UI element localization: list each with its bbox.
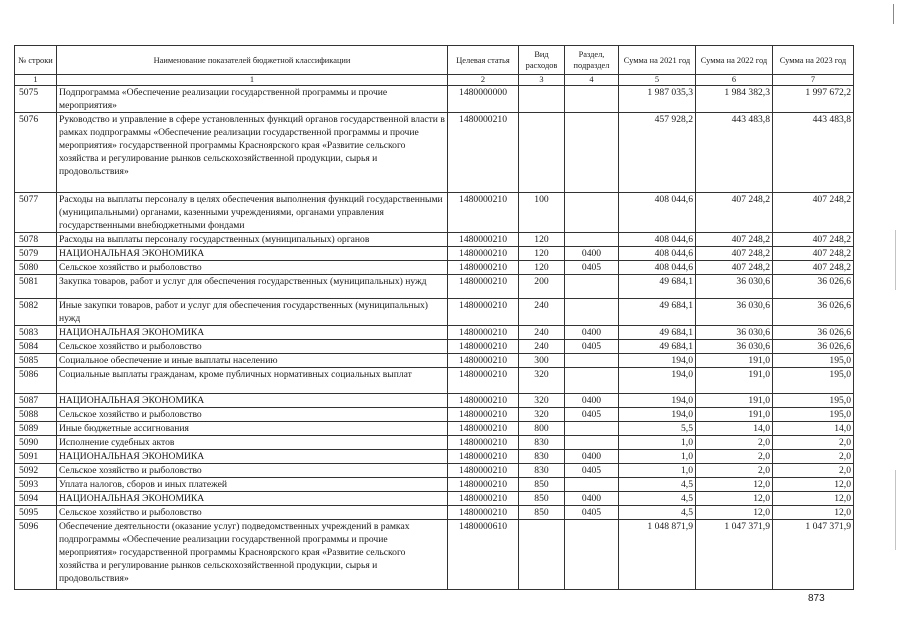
row-number: 5086	[15, 368, 57, 394]
header-indicator-name: Наименование показателей бюджетной классификации	[57, 46, 448, 75]
column-number: 6	[696, 75, 773, 86]
section-code: 0400	[565, 492, 619, 506]
section-code	[565, 299, 619, 326]
header-sum-2022: Сумма на 2022 год	[696, 46, 773, 75]
target-article: 1480000210	[448, 464, 519, 478]
sum-2022: 12,0	[696, 506, 773, 520]
header-row-number: № строки	[15, 46, 57, 75]
sum-2023: 12,0	[773, 492, 854, 506]
target-article: 1480000000	[448, 86, 519, 113]
section-code: 0405	[565, 506, 619, 520]
indicator-name: Расходы на выплаты персоналу государственных (муниципальных) органов	[57, 233, 448, 247]
sum-2022: 1 047 371,9	[696, 520, 773, 590]
table-row	[15, 368, 854, 394]
expense-type: 120	[519, 261, 565, 275]
target-article: 1480000210	[448, 492, 519, 506]
section-code: 0405	[565, 408, 619, 422]
sum-2023: 195,0	[773, 354, 854, 368]
sum-2022: 2,0	[696, 450, 773, 464]
table-row	[15, 464, 854, 478]
expense-type: 320	[519, 394, 565, 408]
indicator-name: Сельское хозяйство и рыболовство	[57, 261, 448, 275]
expense-type	[519, 520, 565, 590]
row-number: 5082	[15, 299, 57, 326]
target-article: 1480000210	[448, 193, 519, 233]
section-code	[565, 193, 619, 233]
indicator-name: Уплата налогов, сборов и иных платежей	[57, 478, 448, 492]
table-row	[15, 193, 854, 233]
row-number: 5077	[15, 193, 57, 233]
section-code	[565, 354, 619, 368]
row-number: 5085	[15, 354, 57, 368]
sum-2022: 407 248,2	[696, 261, 773, 275]
sum-2023: 12,0	[773, 478, 854, 492]
table-row	[15, 450, 854, 464]
sum-2021: 408 044,6	[619, 261, 696, 275]
section-code: 0405	[565, 340, 619, 354]
sum-2023: 12,0	[773, 506, 854, 520]
sum-2023: 407 248,2	[773, 247, 854, 261]
table-row	[15, 478, 854, 492]
sum-2021: 5,5	[619, 422, 696, 436]
sum-2022: 2,0	[696, 464, 773, 478]
indicator-name: Расходы на выплаты персоналу в целях обеспечения выполнения функций государственными (муниципальными) органами, казенными учреждениями, органами управления государственными внебюджетными фондами	[57, 193, 448, 233]
section-code: 0405	[565, 464, 619, 478]
sum-2023: 407 248,2	[773, 233, 854, 247]
sum-2022: 14,0	[696, 422, 773, 436]
table-row	[15, 520, 854, 590]
table-row	[15, 340, 854, 354]
row-number: 5079	[15, 247, 57, 261]
section-code	[565, 436, 619, 450]
expense-type: 240	[519, 326, 565, 340]
sum-2021: 49 684,1	[619, 275, 696, 299]
indicator-name: Социальное обеспечение и иные выплаты населению	[57, 354, 448, 368]
column-number-row	[15, 75, 854, 86]
indicator-name: НАЦИОНАЛЬНАЯ ЭКОНОМИКА	[57, 247, 448, 261]
table-row	[15, 326, 854, 340]
indicator-name: Социальные выплаты гражданам, кроме публичных нормативных социальных выплат	[57, 368, 448, 394]
row-number: 5075	[15, 86, 57, 113]
table-row	[15, 233, 854, 247]
expense-type: 100	[519, 193, 565, 233]
indicator-name: Руководство и управление в сфере установленных функций органов государственной власти в рамках подпрограммы «Обеспечение реализации государственной программы и прочие мероприятия» государственной программы Красноярского края «Развитие сельского хозяйства и регулирование рынков сельскохозяйственной продукции, сырья и продовольствия»	[57, 113, 448, 193]
sum-2021: 194,0	[619, 368, 696, 394]
indicator-name: НАЦИОНАЛЬНАЯ ЭКОНОМИКА	[57, 326, 448, 340]
table-row	[15, 247, 854, 261]
sum-2023: 36 026,6	[773, 299, 854, 326]
sum-2022: 36 030,6	[696, 326, 773, 340]
section-code: 0405	[565, 261, 619, 275]
sum-2023: 195,0	[773, 394, 854, 408]
sum-2021: 457 928,2	[619, 113, 696, 193]
expense-type	[519, 86, 565, 113]
target-article: 1480000210	[448, 354, 519, 368]
sum-2022: 12,0	[696, 478, 773, 492]
row-number: 5088	[15, 408, 57, 422]
sum-2022: 12,0	[696, 492, 773, 506]
indicator-name: Обеспечение деятельности (оказание услуг) подведомственных учреждений в рамках подпрограммы «Обеспечение реализации государственной программы и прочие мероприятия» государственной программы Красноярского края «Развитие сельского хозяйства и регулирование рынков сельскохозяйственной продукции, сырья и продовольствия»	[57, 520, 448, 590]
section-code	[565, 86, 619, 113]
section-code	[565, 422, 619, 436]
section-code: 0400	[565, 247, 619, 261]
table-header-row	[15, 46, 854, 75]
row-number: 5096	[15, 520, 57, 590]
header-sum-2023: Сумма на 2023 год	[773, 46, 854, 75]
target-article: 1480000210	[448, 436, 519, 450]
sum-2022: 191,0	[696, 394, 773, 408]
sum-2023: 443 483,8	[773, 113, 854, 193]
column-number: 3	[519, 75, 565, 86]
sum-2023: 407 248,2	[773, 193, 854, 233]
sum-2022: 407 248,2	[696, 233, 773, 247]
target-article: 1480000210	[448, 368, 519, 394]
target-article: 1480000210	[448, 247, 519, 261]
section-code	[565, 520, 619, 590]
sum-2023: 407 248,2	[773, 261, 854, 275]
sum-2022: 2,0	[696, 436, 773, 450]
sum-2022: 407 248,2	[696, 193, 773, 233]
header-expense-type: Вид расходов	[519, 46, 565, 75]
header-section: Раздел, подраздел	[565, 46, 619, 75]
target-article: 1480000210	[448, 478, 519, 492]
sum-2021: 1,0	[619, 464, 696, 478]
table-row	[15, 354, 854, 368]
table-body	[15, 86, 854, 590]
indicator-name: Исполнение судебных актов	[57, 436, 448, 450]
column-number: 7	[773, 75, 854, 86]
expense-type	[519, 113, 565, 193]
sum-2022: 191,0	[696, 408, 773, 422]
sum-2023: 195,0	[773, 408, 854, 422]
sum-2021: 194,0	[619, 354, 696, 368]
header-target-article: Целевая статья	[448, 46, 519, 75]
sum-2021: 194,0	[619, 394, 696, 408]
sum-2023: 14,0	[773, 422, 854, 436]
table-row	[15, 86, 854, 113]
target-article: 1480000210	[448, 340, 519, 354]
section-code: 0400	[565, 394, 619, 408]
indicator-name: Сельское хозяйство и рыболовство	[57, 464, 448, 478]
section-code	[565, 368, 619, 394]
row-number: 5084	[15, 340, 57, 354]
sum-2023: 1 047 371,9	[773, 520, 854, 590]
expense-type: 830	[519, 450, 565, 464]
sum-2021: 408 044,6	[619, 233, 696, 247]
scan-edge-mark	[895, 230, 896, 290]
page-number: 873	[808, 593, 825, 604]
sum-2023: 2,0	[773, 464, 854, 478]
column-number: 1	[15, 75, 57, 86]
expense-type: 830	[519, 436, 565, 450]
section-code	[565, 113, 619, 193]
sum-2022: 407 248,2	[696, 247, 773, 261]
row-number: 5076	[15, 113, 57, 193]
table-row	[15, 506, 854, 520]
table-row	[15, 492, 854, 506]
expense-type: 240	[519, 299, 565, 326]
expense-type: 830	[519, 464, 565, 478]
sum-2022: 36 030,6	[696, 340, 773, 354]
section-code: 0400	[565, 326, 619, 340]
sum-2021: 408 044,6	[619, 247, 696, 261]
scan-edge-mark	[895, 470, 896, 550]
row-number: 5081	[15, 275, 57, 299]
section-code	[565, 233, 619, 247]
indicator-name: НАЦИОНАЛЬНАЯ ЭКОНОМИКА	[57, 492, 448, 506]
indicator-name: Иные бюджетные ассигнования	[57, 422, 448, 436]
sum-2023: 36 026,6	[773, 275, 854, 299]
sum-2021: 49 684,1	[619, 326, 696, 340]
sum-2021: 1 987 035,3	[619, 86, 696, 113]
target-article: 1480000610	[448, 520, 519, 590]
target-article: 1480000210	[448, 408, 519, 422]
row-number: 5093	[15, 478, 57, 492]
sum-2023: 2,0	[773, 436, 854, 450]
target-article: 1480000210	[448, 275, 519, 299]
row-number: 5094	[15, 492, 57, 506]
expense-type: 200	[519, 275, 565, 299]
table-row	[15, 261, 854, 275]
row-number: 5089	[15, 422, 57, 436]
sum-2022: 1 984 382,3	[696, 86, 773, 113]
table-row	[15, 394, 854, 408]
sum-2021: 1 048 871,9	[619, 520, 696, 590]
section-code: 0400	[565, 450, 619, 464]
sum-2022: 36 030,6	[696, 275, 773, 299]
table-row	[15, 436, 854, 450]
indicator-name: Сельское хозяйство и рыболовство	[57, 506, 448, 520]
row-number: 5078	[15, 233, 57, 247]
sum-2021: 4,5	[619, 506, 696, 520]
sum-2022: 36 030,6	[696, 299, 773, 326]
sum-2021: 49 684,1	[619, 299, 696, 326]
table-row	[15, 113, 854, 193]
expense-type: 120	[519, 233, 565, 247]
sum-2021: 1,0	[619, 450, 696, 464]
sum-2021: 1,0	[619, 436, 696, 450]
column-number: 4	[565, 75, 619, 86]
sum-2021: 408 044,6	[619, 193, 696, 233]
row-number: 5092	[15, 464, 57, 478]
column-number: 2	[448, 75, 519, 86]
target-article: 1480000210	[448, 233, 519, 247]
expense-type: 850	[519, 492, 565, 506]
row-number: 5080	[15, 261, 57, 275]
expense-type: 850	[519, 506, 565, 520]
budget-table	[14, 45, 854, 590]
expense-type: 320	[519, 368, 565, 394]
sum-2022: 191,0	[696, 354, 773, 368]
indicator-name: Сельское хозяйство и рыболовство	[57, 340, 448, 354]
expense-type: 120	[519, 247, 565, 261]
sum-2023: 1 997 672,2	[773, 86, 854, 113]
sum-2021: 194,0	[619, 408, 696, 422]
sum-2021: 4,5	[619, 492, 696, 506]
header-sum-2021: Сумма на 2021 год	[619, 46, 696, 75]
sum-2022: 191,0	[696, 368, 773, 394]
table-row	[15, 422, 854, 436]
scan-edge-mark	[893, 4, 894, 24]
expense-type: 300	[519, 354, 565, 368]
sum-2023: 2,0	[773, 450, 854, 464]
expense-type: 240	[519, 340, 565, 354]
target-article: 1480000210	[448, 394, 519, 408]
target-article: 1480000210	[448, 450, 519, 464]
expense-type: 850	[519, 478, 565, 492]
target-article: 1480000210	[448, 326, 519, 340]
row-number: 5090	[15, 436, 57, 450]
indicator-name: Сельское хозяйство и рыболовство	[57, 408, 448, 422]
section-code	[565, 478, 619, 492]
sum-2021: 4,5	[619, 478, 696, 492]
expense-type: 800	[519, 422, 565, 436]
target-article: 1480000210	[448, 506, 519, 520]
sum-2023: 195,0	[773, 368, 854, 394]
expense-type: 320	[519, 408, 565, 422]
indicator-name: Подпрограмма «Обеспечение реализации государственной программы и прочие мероприятия»	[57, 86, 448, 113]
row-number: 5095	[15, 506, 57, 520]
column-number: 5	[619, 75, 696, 86]
table-row	[15, 299, 854, 326]
target-article: 1480000210	[448, 113, 519, 193]
column-number: 1	[57, 75, 448, 86]
indicator-name: НАЦИОНАЛЬНАЯ ЭКОНОМИКА	[57, 450, 448, 464]
sum-2022: 443 483,8	[696, 113, 773, 193]
indicator-name: Иные закупки товаров, работ и услуг для обеспечения государственных (муниципальных) нужд	[57, 299, 448, 326]
section-code	[565, 275, 619, 299]
sum-2023: 36 026,6	[773, 326, 854, 340]
indicator-name: НАЦИОНАЛЬНАЯ ЭКОНОМИКА	[57, 394, 448, 408]
table-row	[15, 275, 854, 299]
row-number: 5087	[15, 394, 57, 408]
sum-2023: 36 026,6	[773, 340, 854, 354]
sum-2021: 49 684,1	[619, 340, 696, 354]
target-article: 1480000210	[448, 261, 519, 275]
row-number: 5091	[15, 450, 57, 464]
table-row	[15, 408, 854, 422]
target-article: 1480000210	[448, 422, 519, 436]
row-number: 5083	[15, 326, 57, 340]
indicator-name: Закупка товаров, работ и услуг для обеспечения государственных (муниципальных) нужд	[57, 275, 448, 299]
target-article: 1480000210	[448, 299, 519, 326]
